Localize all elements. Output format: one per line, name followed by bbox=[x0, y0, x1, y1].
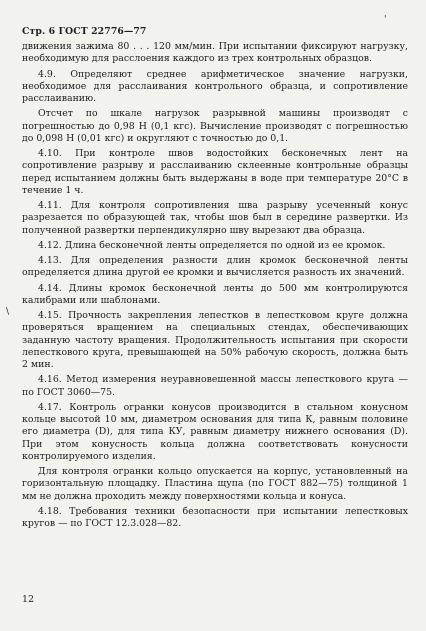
corner-mark: ' bbox=[384, 15, 387, 25]
margin-mark: \ bbox=[6, 307, 10, 317]
paragraph: Для контроля огранки кольцо опускается на корпус, установленный на горизонтальную площадку. Пластина щупа (по ГОСТ 882—75) толщиной 1 мм не должна проходить между поверхностями кольца и конуса. bbox=[22, 466, 408, 502]
paragraph: 4.13. Для определения разности длин кромок бесконечной ленты определяется длина другой ее кромки и вычисляется разность их значений. bbox=[22, 255, 408, 279]
paragraph: 4.14. Длины кромок бесконечной ленты до 500 мм контролируются калибрами или шаблонами. bbox=[22, 282, 408, 306]
paragraph: 4.11. Для контроля сопротивления шва разрыву усеченный конус разрезается по образующей так, чтобы шов был в середине развертки. Из полученной развертки перпендикулярно шву вырезают два образца. bbox=[22, 200, 408, 236]
paragraph: 4.16. Метод измерения неуравновешенной массы лепесткового круга — по ГОСТ 3060—75. bbox=[22, 374, 408, 398]
page-number: 12 bbox=[22, 594, 35, 605]
paragraph: 4.12. Длина бесконечной ленты определяется по одной из ее кромок. bbox=[38, 239, 386, 251]
paragraph: 4.17. Контроль огранки конусов производится в стальном конусном кольце высотой 10 мм, диаметром основания для типа К, равным половине его диаметра (D), для типа КУ, равным диаметру нижнего основания (D). При этом конусность кольца должна соответствовать конусности контролируемого изделия. bbox=[22, 401, 408, 462]
paragraph: 4.18. Требования техники безопасности при испытании лепестковых кругов — по ГОСТ 12.3.028—82. bbox=[22, 505, 408, 529]
page-header: Стр. 6 ГОСТ 22776—77 bbox=[22, 26, 147, 37]
paragraph: движения зажима 80 . . . 120 мм/мин. При испытании фиксируют нагрузку, необходимую для расслоения каждого из трех контрольных образцов. bbox=[22, 41, 408, 65]
paragraph: Отсчет по шкале нагрузок разрывной машины производят с погрешностью до 0,98 Н (0,1 кгс). Вычисление производят с погрешностью до 0,098 Н (0,01 кгс) и округляют с точностью до 0,1. bbox=[22, 108, 408, 144]
body-text bbox=[22, 41, 408, 530]
paragraph: 4.9. Определяют среднее арифметическое значение нагрузки, необходимое для расслаивания контрольного образца, и сопротивление расслаиванию. bbox=[22, 68, 408, 104]
paragraph: 4.15. Прочность закрепления лепестков в лепестковом круге должна проверяться вращением на специальных стендах, обеспечивающих заданную частоту вращения. Продолжительность испытания при скорости лепесткового круга, превышающей на 50% рабочую скорость, должна быть 2 мин. bbox=[22, 310, 408, 370]
paragraph: 4.10. При контроле швов водостойких бесконечных лент на сопротивление разрыву и расслаиванию склеенные контрольные образцы перед испытанием должны быть выдержаны в воде при температуре 20°С в течение 1 ч. bbox=[22, 148, 408, 196]
